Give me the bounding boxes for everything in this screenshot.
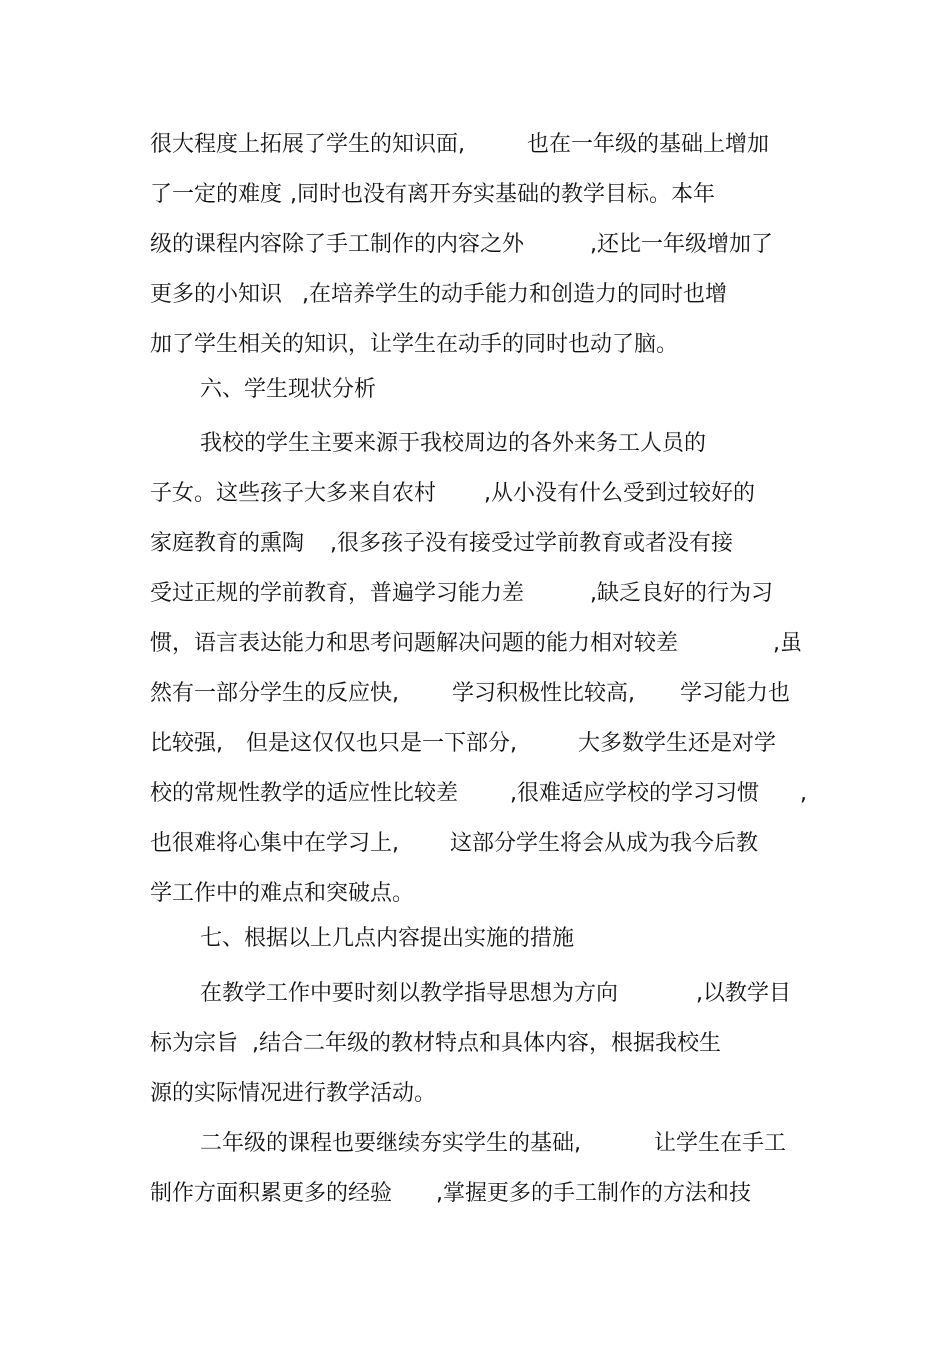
text-segment: 让学生在手工 [654,1131,787,1156]
paragraph-line [0,1127,787,1161]
paragraph-line [0,877,415,911]
text-segment: 然有一部分学生的反应快, [150,681,399,706]
text-segment: ,在培养学生的动手能力和创造力的同时也增 [302,282,727,307]
text-segment: 学习能力也 [680,681,791,706]
paragraph-line [0,577,773,611]
text-segment: 但是这仅仅也只是一下部分, [246,731,517,756]
heading-text: 六、学生现状分析 [200,377,377,402]
text-segment: ,很难适应学校的学习习惯 [510,781,759,806]
text-segment: ,从小没有什么受到过较好的 [484,481,755,506]
text-segment: 也很难将心集中在学习上, [150,831,399,856]
text-segment: ,掌握更多的手工制作的方法和技 [436,1181,751,1206]
text-segment: 校的常规性教学的适应性比较差 [150,781,459,806]
paragraph-line [0,677,791,711]
text-segment: 更多的小知识 [150,282,283,307]
paragraph-line [0,328,679,362]
paragraph-line [0,627,802,661]
text-segment: 大多数学生还是对学 [578,731,777,756]
paragraph-line [0,727,777,761]
paragraph-line [0,178,715,212]
text-segment: 学工作中的难点和突破点。 [150,881,415,906]
text-segment: ,虽 [773,631,802,656]
paragraph-line [0,228,773,262]
text-segment: 二年级的课程也要继续夯实学生的基础, [200,1131,581,1156]
text-segment: ,以教学目 [696,981,791,1006]
text-segment: , [800,781,807,806]
text-segment: 惯，语言表达能力和思考问题解决问题的能力相对较差 [150,631,679,656]
text-segment: 比较强, [150,731,223,756]
text-segment: ,同时也没有离开夯实基础的教学目标。本年 [290,182,715,207]
text-segment: 制作方面积累更多的经验 [150,1181,393,1206]
paragraph-line [0,527,733,561]
text-segment: 很大程度上拓展了学生的知识面, [150,132,465,157]
text-segment: 加了学生相关的知识，让学生在动手的同时也动了脑。 [150,332,679,357]
text-segment: 级的课程内容除了手工制作的内容之外 [150,232,525,257]
text-segment: 我校的学生主要来源于我校周边的各外来务工人员的 [200,431,707,456]
paragraph-line [0,477,755,511]
paragraph-line [0,128,770,162]
section-heading [0,373,377,407]
text-segment: ,还比一年级增加了 [590,232,773,257]
text-segment: ,缺乏良好的行为习 [590,581,773,606]
text-segment: 了一定的难度 [150,182,283,207]
text-segment: 家庭教育的熏陶 [150,531,305,556]
text-segment: 子女。这些孩子大多来自农村 [150,481,437,506]
text-segment: 源的实际情况进行教学活动。 [150,1081,437,1106]
paragraph-line [0,977,791,1011]
paragraph-line [0,777,807,811]
paragraph-line [0,1077,437,1111]
text-segment: 受过正规的学前教育，普遍学习能力差 [150,581,525,606]
paragraph-line [0,1177,751,1211]
paragraph-line [0,1027,721,1061]
heading-text: 七、根据以上几点内容提出实施的措施 [200,926,575,951]
text-segment: ,很多孩子没有接受过学前教育或者没有接 [330,531,733,556]
text-segment: 标为宗旨 [150,1031,239,1056]
text-segment: ,结合二年级的教材特点和具体内容，根据我校生 [252,1031,721,1056]
text-segment: 在教学工作中要时刻以教学指导思想为方向 [200,981,619,1006]
text-segment: 学习积极性比较高, [452,681,635,706]
paragraph-line [0,278,727,312]
paragraph-line [0,427,707,461]
text-segment: 这部分学生将会从成为我今后教 [450,831,759,856]
section-heading [0,922,575,956]
paragraph-line [0,827,759,861]
text-segment: 也在一年级的基础上增加 [527,132,770,157]
